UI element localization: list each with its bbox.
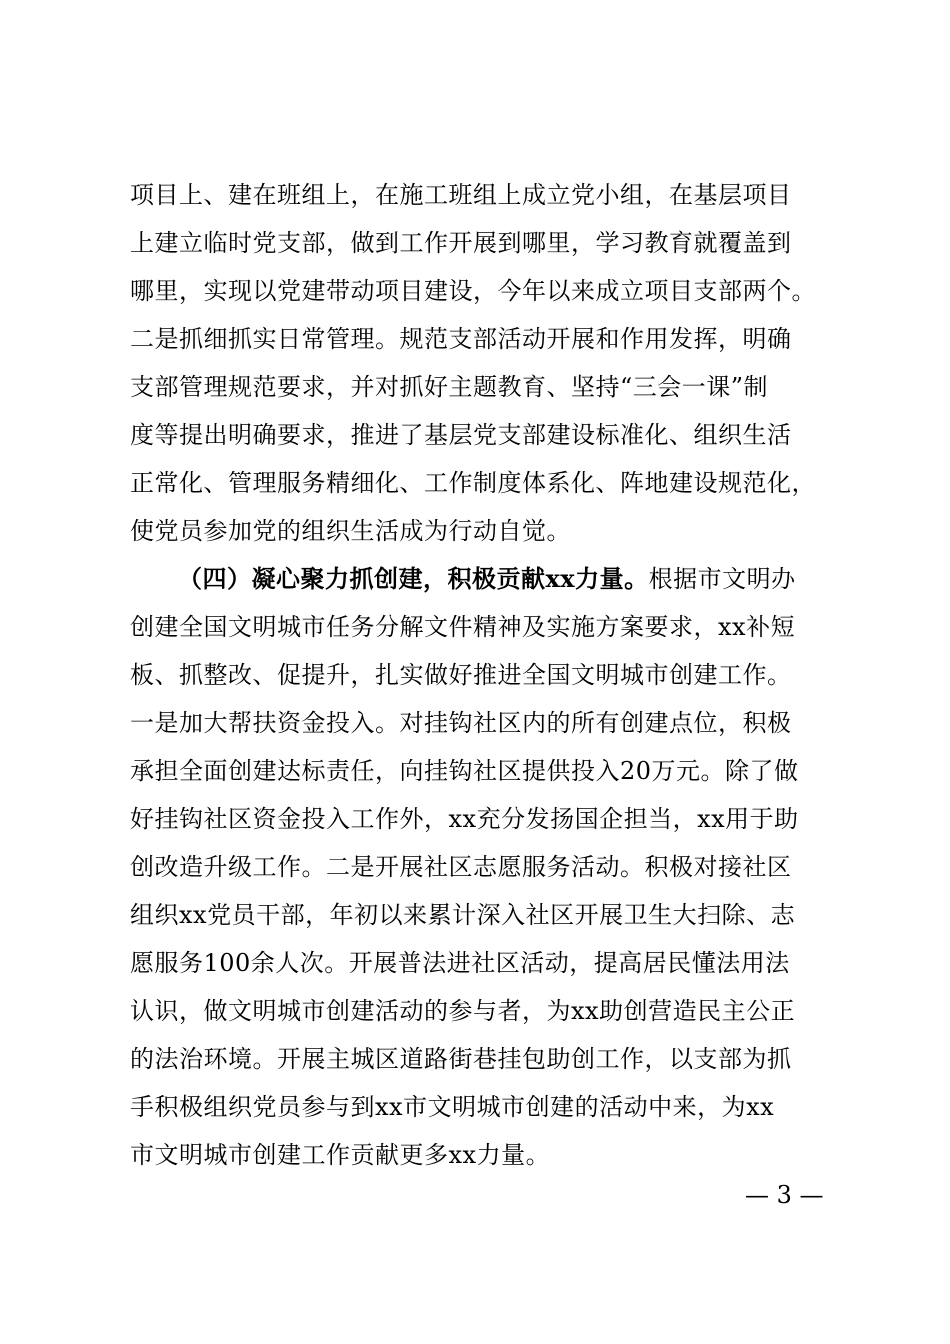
- body-text-line: 支部管理规范要求，并对抓好主题教育、坚持“三会一课”制: [130, 373, 769, 401]
- body-text-line: 度等提出明确要求，推进了基层党支部建设标准化、组织生活: [130, 421, 792, 449]
- body-text-line: 板、抓整改、促提升，扎实做好推进全国文明城市创建工作。: [130, 661, 792, 689]
- body-text-line: 创建全国文明城市任务分解文件精神及实施方案要求，xx补短: [130, 613, 796, 641]
- section-heading-line: [178, 564, 796, 594]
- body-text-line: 一是加大帮扶资金投入。对挂钩社区内的所有创建点位，积极: [130, 709, 792, 737]
- body-text-line: 组织xx党员干部，年初以来累计深入社区开展卫生大扫除、志: [130, 901, 796, 929]
- body-text-line: 承担全面创建达标责任，向挂钩社区提供投入20万元。除了做: [130, 757, 799, 785]
- section-heading: （四）凝心聚力抓创建，积极贡献xx力量。: [178, 564, 649, 593]
- body-text-line: 认识，做文明城市创建活动的参与者，为xx助创营造民主公正: [130, 997, 796, 1025]
- section-heading-continuation: 根据市文明办: [648, 565, 796, 593]
- body-text-line: 创改造升级工作。二是开展社区志愿服务活动。积极对接社区: [130, 853, 792, 881]
- body-text-line: 市文明城市创建工作贡献更多xx力量。: [130, 1141, 551, 1169]
- body-text-line: 项目上、建在班组上，在施工班组上成立党小组，在基层项目: [130, 181, 792, 209]
- body-text-line: 的法治环境。开展主城区道路街巷挂包助创工作，以支部为抓: [130, 1045, 792, 1073]
- page-number: — 3 —: [745, 1181, 824, 1209]
- body-text-line: 愿服务100余人次。开展普法进社区活动，提高居民懂法用法: [130, 949, 790, 977]
- body-text-line: 使党员参加党的组织生活成为行动自觉。: [130, 517, 571, 545]
- body-text-line: 正常化、管理服务精细化、工作制度体系化、阵地建设规范化，: [130, 469, 816, 497]
- body-text-line: 哪里，实现以党建带动项目建设，今年以来成立项目支部两个。: [130, 277, 816, 305]
- body-text-line: 手积极组织党员参与到xx市文明城市创建的活动中来，为xx: [130, 1093, 775, 1121]
- body-text-line: 好挂钩社区资金投入工作外，xx充分发扬国企担当，xx用于助: [130, 805, 799, 833]
- body-text-line: 上建立临时党支部，做到工作开展到哪里，学习教育就覆盖到: [130, 229, 792, 257]
- body-text-line: 二是抓细抓实日常管理。规范支部活动开展和作用发挥，明确: [130, 325, 792, 353]
